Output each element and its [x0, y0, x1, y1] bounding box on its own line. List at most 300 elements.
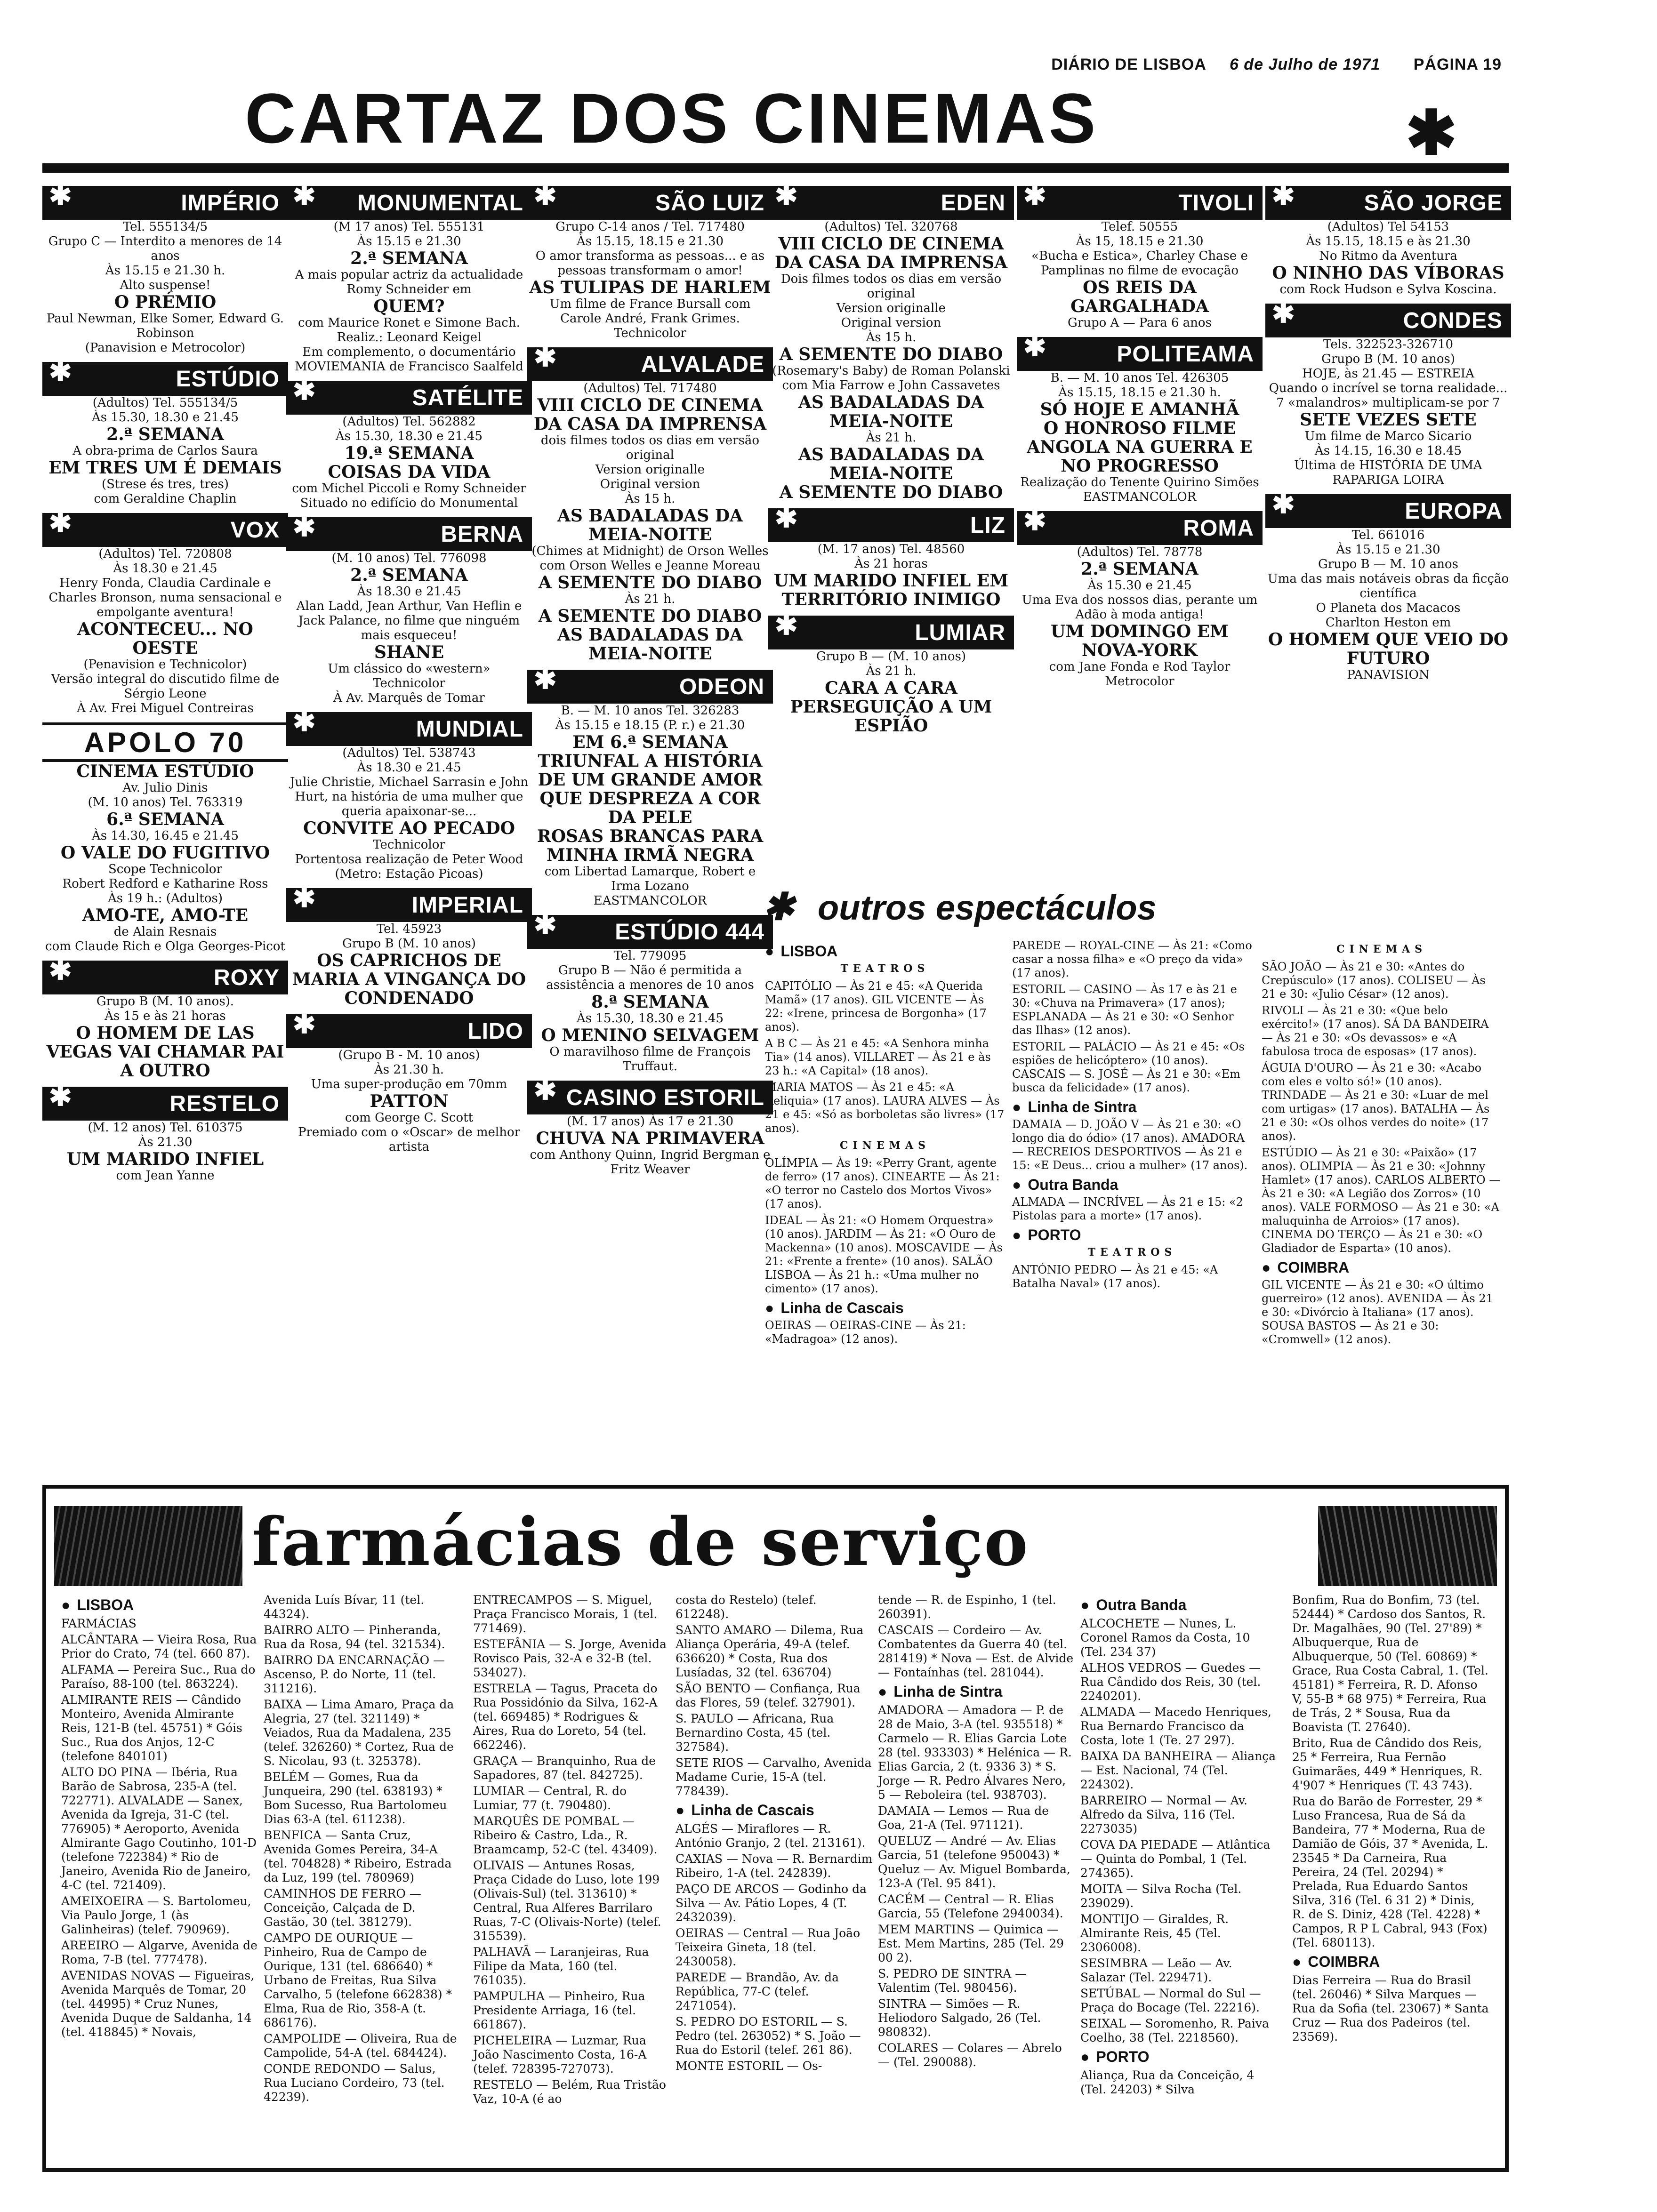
- outros-column-1: [765, 939, 1005, 1349]
- listing-line: (Adultos) Tel. 720808: [98, 547, 232, 561]
- listing-line: Dois filmes todos os dias em versão original: [780, 272, 1002, 301]
- film-title: 2.ª SEMANA: [350, 248, 468, 268]
- listing-line: Grupo B (M. 10 anos): [1321, 352, 1455, 366]
- cinema-listing: [1017, 180, 1263, 330]
- outros-heading: [763, 885, 1511, 928]
- listing-text: PALHAVÃ — Laranjeiras, Rua Filipe da Mata, 160 (tel. 761035).: [473, 1945, 649, 1987]
- star-icon: ✱: [534, 909, 557, 940]
- cinema-name: VOX: [230, 517, 280, 543]
- film-title: A SEMENTE DO DIABO: [779, 482, 1003, 502]
- film-title: CONVITE AO PECADO: [303, 818, 515, 838]
- listing-line: Romy Schneider em: [346, 282, 472, 297]
- listing-text: ALFAMA — Pereira Suc., Rua do Paraíso, 88-100 (tel. 863224).: [61, 1663, 256, 1691]
- listing-text: ESTRELA — Tagus, Praceta do Rua Possidónio da Silva, 162-A (tel. 669485) * Rodrigues & Aires, Rua do Loreto, 54 (tel. 662246).: [473, 1682, 658, 1752]
- cinema-name-bar: [42, 356, 288, 396]
- listing-line: A obra-prima de Carlos Saura: [72, 444, 258, 458]
- listing-line: Tel. 45923: [376, 922, 442, 936]
- cinema-listing: [1017, 331, 1263, 505]
- cinema-column: [1265, 180, 1511, 689]
- listing-line: Av. Julio Dinis: [122, 781, 208, 795]
- listing-line: Alan Ladd, Jean Arthur, Van Heflin e Jack Palance, no filme que ninguém mais esqueceu!: [296, 599, 522, 642]
- cinema-name: ESTÚDIO 444: [615, 919, 764, 945]
- listing-text: CAMPO DE OURIQUE — Pinheiro, Rua de Campo de Ourique, 131 (tel. 686640) * Urbano de Freitas, Rua Silva Carvalho, 5 (telefone 662838) * Elma, Rua de Rio, 358-A (t. 686176).: [264, 1931, 452, 2029]
- listing-text: SETÚBAL — Normal do Sul — Praça do Bocage (Tel. 22216).: [1080, 1987, 1261, 2014]
- listing-line: Às 14.15, 16.30 e 18.45: [1314, 444, 1462, 458]
- star-icon: ✱: [49, 955, 72, 986]
- cinema-listing: [286, 512, 532, 705]
- listing-line: Tel. 555134/5: [122, 220, 208, 234]
- listing-line: com Jane Fonda e Rod Taylor: [1049, 660, 1231, 674]
- cinema-name: ROXY: [213, 965, 280, 990]
- film-title: UM MARIDO INFIEL EM TERRITÓRIO INIMIGO: [773, 571, 1009, 609]
- listing-line: Paul Newman, Elke Somer, Edward G. Robinson: [46, 312, 284, 340]
- listing-line: EASTMANCOLOR: [1083, 490, 1197, 504]
- listing-line: HOJE, às 21.45 — ESTREIA: [1302, 367, 1474, 381]
- cinema-name-bar: [768, 180, 1014, 220]
- star-icon: ✱: [49, 1081, 72, 1112]
- film-title: AS TULIPAS DE HARLEM: [529, 278, 771, 297]
- masthead-title: CARTAZ DOS CINEMAS: [245, 79, 1099, 158]
- film-title: 2.ª SEMANA: [350, 565, 468, 585]
- listing-line: Version originalle: [836, 301, 946, 315]
- listing-line: (Adultos) Tel. 555134/5: [92, 396, 238, 410]
- section-heading: ● Linha de Cascais: [765, 1301, 1005, 1315]
- cinema-listing: [527, 664, 773, 908]
- listing-line: Situado no edifício do Monumental: [300, 496, 518, 510]
- listing-text: COLARES — Colares — Abrelo — (Tel. 290088).: [878, 2041, 1062, 2069]
- cinema-column: [1017, 180, 1263, 696]
- film-title: AS BADALADAS DA MEIA-NOITE: [557, 625, 743, 664]
- listing-line: Original version: [841, 316, 941, 330]
- cinema-listing: [286, 1009, 532, 1154]
- listing-line: Uma Eva dos nossos dias, perante um Adão à moda antiga!: [1022, 593, 1258, 622]
- listing-line: Versão integral do discutido filme de Sérgio Leone: [51, 672, 280, 701]
- listing-line: Original version: [600, 477, 700, 491]
- farmacias-column: [473, 1593, 671, 2108]
- listing-text: CAPITÓLIO — Às 21 e 45: «A Querida Mamã» (17 anos). GIL VICENTE — Às 22: «Irene, princesa de Borgonha» (17 anos).: [765, 979, 987, 1034]
- cinema-listing: [1265, 489, 1511, 682]
- cinema-name-bar: [1265, 489, 1511, 528]
- star-icon: ✱: [775, 180, 798, 211]
- listing-text: ALTO DO PINA — Ibéria, Rua Barão de Sabrosa, 235-A (tel. 722771). ALVALADE — Sanex, Avenida da Igreja, 31-C (tel. 776905) * Aeroporto, Avenida Almirante Gago Coutinho, 101-D (telefone 722384) * Rio de Janeiro, Avenida Rio de Janeiro, 4-C (tel. 721409).: [61, 1765, 257, 1892]
- listing-line: (Adultos) Tel 54153: [1327, 220, 1449, 234]
- cinema-name-bar: [768, 503, 1014, 542]
- listing-line: com Anthony Quinn, Ingrid Bergman e Fritz Weaver: [530, 1148, 771, 1177]
- listing-text: MONTE ESTORIL — Os-: [676, 2059, 822, 2073]
- cinema-name: CASINO ESTORIL: [566, 1085, 764, 1110]
- cinema-name: IMPÉRIO: [181, 190, 280, 216]
- listing-text: AMEIXOEIRA — S. Bartolomeu, Via Paulo Jorge, 1 (às Galinheiras) (telef. 790969).: [61, 1894, 251, 1936]
- film-title: VIII CICLO DE CINEMA DA CASA DA IMPRENSA: [533, 395, 767, 434]
- star-icon: ✱: [293, 512, 316, 542]
- listing-line: Às 15 e às 21 horas: [105, 1009, 226, 1023]
- listing-text: MONTIJO — Giraldes, R. Almirante Reis, 45 (Tel. 2306008).: [1080, 1912, 1229, 1954]
- listing-line: com Claude Rich e Olga Georges-Picot: [45, 939, 285, 954]
- subsection-heading: CINEMAS: [1336, 943, 1427, 955]
- listing-line: Às 21.30 h.: [374, 1063, 444, 1077]
- cinema-name-bar: [527, 1075, 773, 1114]
- listing-text: COVA DA PIEDADE — Atlântica — Quinta do Pombal, 1 (Tel. 274365).: [1080, 1838, 1271, 1880]
- film-title: O VALE DO FUGITIVO: [60, 843, 270, 863]
- listing-line: Version originalle: [595, 463, 705, 477]
- listing-line: Às 15.30, 18.30 e 21.45: [335, 429, 483, 443]
- section-heading: ● Linha de Sintra: [878, 1684, 1076, 1699]
- listing-line: (M. 17 anos) Tel. 48560: [817, 542, 965, 556]
- listing-text: CAMPOLIDE — Oliveira, Rua de Campolide, 54-A (tel. 684424).: [264, 2032, 457, 2060]
- listing-text: RIVOLI — Às 21 e 30: «Que belo exército!» (17 anos). SÁ DA BANDEIRA — Às 21 e 30: «Os devassos» e «A fabulosa troca de esposas» (17 anos).: [1262, 1004, 1489, 1058]
- listing-line: Tel. 661016: [1351, 528, 1425, 542]
- cinema-name: SÃO LUIZ: [655, 190, 764, 216]
- listing-text: CASCAIS — Cordeiro — Av. Combatentes da Guerra 40 (tel. 281419) * Nova — Est. de Alvide — Fontaínhas (tel. 281044).: [878, 1623, 1074, 1679]
- cinema-listing: [1265, 298, 1511, 488]
- star-icon: ✱: [534, 664, 557, 695]
- listing-line: (Adultos) Tel. 320768: [824, 220, 958, 234]
- listing-text: ALHOS VEDROS — Guedes — Rua Cândido dos Reis, 30 (tel. 2240201).: [1080, 1661, 1261, 1703]
- cinema-name: IMPERIAL: [411, 892, 523, 918]
- listing-text: AVENIDAS NOVAS — Figueiras, Avenida Marquês de Tomar, 20 (tel. 44995) * Cruz Nunes, Avenida Duque de Saldanha, 14 (tel. 418845) * Novais,: [61, 1969, 255, 2039]
- listing-text: ALMADA — INCRÍVEL — Às 21 e 15: «2 Pistolas para a morte» (17 anos).: [1012, 1195, 1243, 1222]
- listing-text: DAMAIA — D. JOÃO V — Às 21 e 30: «O longo dia do ódio» (17 anos). AMADORA — RECREIOS DESPORTIVOS — Às 21 e 15: «E Deus... criou a mulher» (17 anos).: [1012, 1118, 1248, 1172]
- page-header: [1051, 56, 1502, 74]
- outros-title: outros espectáculos: [818, 888, 1157, 927]
- cinema-name-bar: [527, 664, 773, 704]
- cinema-name: SATÉLITE: [412, 385, 523, 410]
- listing-text: PAÇO DE ARCOS — Godinho da Silva — Av. Pátio Lopes, 4 (T. 2432039).: [676, 1882, 867, 1924]
- listing-text: ESTORIL — PALÁCIO — Às 21 e 45: «Os espiões de helicóptero» (10 anos). CASCAIS — S. JOSÉ — Às 21 e 30: «Em busca da felicidade» (17 anos).: [1012, 1040, 1245, 1094]
- star-icon: ✱: [534, 342, 557, 372]
- listing-line: No Ritmo da Aventura: [1319, 249, 1457, 263]
- farmacias-column: [264, 1593, 461, 2106]
- cinema-name-bar: [1017, 505, 1263, 545]
- listing-text: ALMADA — Macedo Henriques, Rua Bernardo Francisco da Costa, lote 1 (Te. 27 297).: [1080, 1705, 1271, 1747]
- listing-text: SANTO AMARO — Dilema, Rua Aliança Operária, 49-A (telef. 636620) * Costa, Rua dos Lusíadas, 32 (tel. 636704): [676, 1623, 864, 1679]
- listing-text: Rua do Barão de Forrester, 29 * Luso Francesa, Rua de Sá da Bandeira, 77 * Moderna, Rua de Damião de Góis, 37 * Avenida, L. 23545 * Da Carneira, Rua Pereira, 24 (Tel. 20294) * Prelada, Rua Eduardo Santos Silva, 316 (Tel. 6 31 2) * Dinis, R. de S. Diniz, 428 (Tel. 4228) * Campos, R P L Cabral, 943 (Fox) (Tel. 680113).: [1292, 1795, 1488, 1949]
- film-title: QUEM?: [373, 297, 445, 316]
- section-heading: ● Linha de Sintra: [1012, 1100, 1252, 1114]
- cinema-name: RESTELO: [169, 1091, 280, 1116]
- film-title: UM DOMINGO EM NOVA-YORK: [1051, 622, 1229, 660]
- section-heading: ● LISBOA: [61, 1598, 259, 1612]
- listing-text: GIL VICENTE — Às 21 e 30: «O último guerreiro» (12 anos). AVENIDA — Às 21 e 30: «Divórcio à Italiana» (17 anos). SOUSA BASTOS — Às 21 e 30: «Cromwell» (12 anos).: [1262, 1278, 1493, 1346]
- listing-text: costa do Restelo) (telef. 612248).: [676, 1593, 817, 1621]
- listing-line: (Metro: Estação Picoas): [335, 867, 483, 881]
- listing-text: ALCÂNTARA — Vieira Rosa, Rua Prior do Crato, 74 (tel. 660 87).: [61, 1633, 257, 1660]
- listing-text: BARREIRO — Normal — Av. Alfredo da Silva, 116 (Tel. 2273035): [1080, 1794, 1247, 1835]
- film-title: O HOMEM DE LAS VEGAS VAI CHAMAR PAI A OUTRO: [46, 1023, 284, 1081]
- cinema-name: SÃO JORGE: [1364, 190, 1503, 216]
- listing-line: Tel. 779095: [613, 949, 687, 963]
- star-icon: ✱: [293, 706, 316, 737]
- cinema-name: TIVOLI: [1178, 190, 1254, 216]
- listing-text: OEIRAS — OEIRAS-CINE — Às 21: «Madragoa» (12 anos).: [765, 1319, 966, 1346]
- cinema-listing: [42, 1081, 288, 1183]
- cinema-name-bar: [286, 1009, 532, 1048]
- listing-line: Às 19 h.: (Adultos): [108, 891, 223, 906]
- listing-text: CAMINHOS DE FERRO — Conceição, Calçada de D. Gastão, 30 (tel. 381279).: [264, 1887, 421, 1929]
- star-icon: ✱: [49, 356, 72, 387]
- listing-line: Às 18.30 e 21.45: [357, 585, 461, 599]
- listing-line: com Maurice Ronet e Simone Bach. Realiz.: Leonard Keigel: [298, 316, 520, 345]
- cinema-name: LUMIAR: [915, 620, 1005, 645]
- listing-line: Às 15, 18.15 e 21.30: [1076, 234, 1204, 248]
- film-title: VIII CICLO DE CINEMA DA CASA DA IMPRENSA: [774, 234, 1008, 272]
- cinema-listing: [286, 180, 532, 374]
- listing-text: ESTORIL — CASINO — Às 17 e às 21 e 30: «Chuva na Primavera» (17 anos); ESPLANADA — Às 21 e 30: «O Senhor das Ilhas» (12 anos).: [1012, 983, 1237, 1037]
- film-title: 8.ª SEMANA: [591, 992, 709, 1012]
- cinema-name: ROMA: [1183, 515, 1254, 541]
- film-title: OS CAPRICHOS DE MARIA A VINGANÇA DO CONDENADO: [292, 951, 526, 1008]
- listing-line: Às 15.30, 18.30 e 21.45: [576, 1011, 724, 1026]
- listing-text: BAIRRO DA ENCARNAÇÃO — Ascenso, P. do Norte, 11 (tel. 311216).: [264, 1653, 445, 1695]
- cinema-listing: [42, 356, 288, 506]
- subsection-heading: CINEMAS: [840, 1139, 930, 1152]
- decorative-banner: [1318, 1506, 1497, 1586]
- listing-line: Grupo B — (M. 10 anos): [816, 649, 966, 664]
- film-title: O MENINO SELVAGEM: [541, 1026, 759, 1045]
- listing-line: Às 21 h.: [866, 431, 917, 445]
- film-title: O PRÉMIO: [114, 292, 217, 312]
- cinema-name-bar: [286, 512, 532, 551]
- film-title: CHUVA NA PRIMAVERA: [536, 1129, 764, 1148]
- issue-date: 6 de Julho de 1971: [1229, 56, 1381, 73]
- star-icon: ✱: [1272, 180, 1295, 211]
- listing-line: Scope Technicolor: [108, 862, 222, 876]
- star-icon: ✱: [49, 180, 72, 211]
- listing-text: IDEAL — Às 21: «O Homem Orquestra» (10 anos). JARDIM — Às 21: «O Ouro de Mackenna» (10 anos). MOSCAVIDE — Às 21: «Frente a frente» (10 anos). SALÃO LISBOA — Às 21 h.: «Uma mulher no cimento» (17 anos).: [765, 1214, 1003, 1295]
- listing-line: Uma super-produção em 70mm: [311, 1077, 507, 1091]
- listing-text: A B C — Às 21 e 45: «A Senhora minha Tia» (14 anos). VILLARET — Às 21 e às 23 h.: «A Capital» (18 anos).: [765, 1037, 991, 1077]
- listing-line: Grupo B (M. 10 anos): [342, 937, 476, 951]
- listing-text: GRAÇA — Branquinho, Rua de Sapadores, 87 (tel. 842725).: [473, 1754, 656, 1782]
- listing-line: À Av. Marquês de Tomar: [333, 691, 485, 705]
- listing-text: SEIXAL — Soromenho, R. Paiva Coelho, 38 (Tel. 2218560).: [1080, 2017, 1269, 2044]
- cinema-name-bar: [527, 342, 773, 381]
- listing-line: O Planeta dos Macacos: [1316, 601, 1461, 615]
- listing-line: Charlton Heston em: [1325, 616, 1451, 630]
- cinema-column: [286, 180, 532, 1161]
- listing-line: Technicolor: [373, 838, 445, 852]
- star-icon: ✱: [1272, 298, 1295, 329]
- listing-text: BAIRRO ALTO — Pinheranda, Rua da Rosa, 94 (tel. 321534).: [264, 1623, 445, 1651]
- listing-line: «Bucha e Estica», Charley Chase e Pamplinas no filme de evocação: [1031, 249, 1248, 278]
- cinema-name-bar: [527, 909, 773, 949]
- film-title: SETE VEZES SETE: [1300, 410, 1477, 430]
- film-title: UM MARIDO INFIEL: [66, 1149, 264, 1169]
- listing-line: Às 18.30 e 21.45: [357, 761, 461, 775]
- cinema-listing: [42, 722, 288, 954]
- listing-line: Às 15.15, 18.15 e 21.30 h.: [1058, 385, 1221, 400]
- cinema-listing: [286, 375, 532, 511]
- listing-line: (M. 12 anos) Tel. 610375: [88, 1121, 243, 1135]
- cinema-name-bar: [42, 507, 288, 547]
- listing-line: Robert Redford e Katharine Ross: [62, 877, 268, 891]
- listing-text: Bonfim, Rua do Bonfim, 73 (tel. 52444) * Cardoso dos Santos, R. Dr. Magalhães, 90 (Tel. 27'89) * Albuquerque, Rua de Albuquerque, 50 (Tel. 60869) * Grace, Rua Costa Cabral, 1. (Tel. 45181) * Ferreira, R. D. Afonso V, 55-B * 68 975) * Ferreira, Rua de Trás, 2 * Sousa, Rua da Boavista (T. 27640).: [1292, 1593, 1489, 1734]
- listing-line: Às 15 h.: [866, 330, 917, 345]
- masthead: [42, 79, 1509, 181]
- listing-text: Avenida Luís Bívar, 11 (tel. 44324).: [264, 1593, 425, 1621]
- film-title: CINEMA ESTÚDIO: [76, 761, 254, 781]
- star-icon: ✱: [293, 1009, 316, 1039]
- listing-line: Às 18.30 e 21.45: [113, 561, 217, 576]
- listing-text: LUMIAR — Central, R. do Lumiar, 77 (t. 790480).: [473, 1784, 627, 1812]
- section-heading: ● Outra Banda: [1012, 1178, 1252, 1192]
- cinema-name-bar: [42, 1081, 288, 1121]
- section-heading: ● LISBOA: [765, 945, 1005, 958]
- listing-line: (Penavision e Technicolor): [83, 657, 247, 672]
- listing-line: Às 15.30 e 21.45: [1087, 578, 1192, 593]
- listing-text: AMADORA — Amadora — P. de 28 de Maio, 3-A (tel. 935518) * Carmelo — R. Elias Garcia Lote 28 (tel. 933303) * Helénica — R. Elias Garcia, 2 (t. 9336 3) * S. Jorge — R. Pedro Álvares Nero, 5 — Reboleira (tel. 938703).: [878, 1703, 1072, 1802]
- section-heading: ● COIMBRA: [1262, 1261, 1502, 1274]
- film-title: 2.ª SEMANA: [1081, 559, 1199, 579]
- listing-text: Dias Ferreira — Rua do Brasil (tel. 26046) * Silva Marques — Rua da Sofia (tel. 23067) * Santa Cruz — Rua dos Padeiros (tel. 23569).: [1292, 1973, 1489, 2044]
- cinema-name-bar: [1265, 298, 1511, 337]
- listing-line: com Jean Yanne: [116, 1169, 215, 1183]
- listing-line: (M. 10 anos) Tel. 763319: [88, 795, 243, 809]
- film-title: 2.ª SEMANA: [106, 425, 224, 444]
- film-title: O HONROSO FILME: [1043, 418, 1236, 438]
- cinema-name-bar: [1017, 180, 1263, 220]
- listing-text: ANTÓNIO PEDRO — Às 21 e 45: «A Batalha Naval» (17 anos).: [1012, 1263, 1218, 1290]
- listing-line: Às 21 horas: [854, 557, 928, 571]
- film-title: A SEMENTE DO DIABO: [779, 345, 1003, 364]
- listing-line: B. — M. 10 anos Tel. 326283: [561, 704, 740, 718]
- listing-text: SESIMBRA — Leão — Av. Salazar (Tel. 229471).: [1080, 1956, 1232, 1984]
- film-title: ROSAS BRANCAS PARA MINHA IRMÃ NEGRA: [537, 826, 764, 865]
- cinema-column: [768, 180, 1014, 742]
- cinema-name: MUNDIAL: [416, 716, 523, 742]
- cinema-name-bar: [768, 610, 1014, 649]
- film-title: AS BADALADAS DA MEIA-NOITE: [798, 445, 984, 483]
- farmacias-heading: [54, 1506, 1497, 1586]
- listing-line: Última de HISTÓRIA DE UMA RAPARIGA LOIRA: [1294, 458, 1482, 487]
- star-icon: ✱: [763, 886, 795, 928]
- cinema-name-bar: [286, 180, 532, 220]
- cinema-name-bar: [286, 882, 532, 922]
- listing-line: Grupo B (M. 10 anos).: [96, 994, 234, 1009]
- star-icon: ✱: [775, 610, 798, 641]
- listing-line: Portentosa realização de Peter Wood: [295, 852, 523, 866]
- film-title: SHANE: [374, 642, 444, 662]
- listing-line: Grupo C-14 anos / Tel. 717480: [555, 220, 745, 234]
- listing-text: ALMIRANTE REIS — Cândido Monteiro, Avenida Almirante Reis, 121-B (tel. 45751) * Góis Suc., Rua dos Anjos, 12-C (telefone 840101): [61, 1693, 242, 1763]
- listing-line: Premiado com o «Oscar» de melhor artista: [298, 1125, 521, 1154]
- star-icon: ✱: [534, 1075, 557, 1106]
- film-title: EM TRES UM É DEMAIS: [48, 458, 282, 478]
- listing-line: (Adultos) Tel. 78778: [1077, 545, 1203, 559]
- listing-text: ENTRECAMPOS — S. Miguel, Praça Francisco Morais, 1 (tel. 771469).: [473, 1593, 658, 1635]
- listing-line: Grupo A — Para 6 anos: [1068, 316, 1212, 330]
- listing-line: dois filmes todos os dias em versão original: [540, 433, 760, 462]
- cinema-listing: [527, 180, 773, 341]
- subsection-heading: TEATROS: [840, 962, 930, 975]
- cinema-listing: [768, 180, 1014, 502]
- listing-line: Às 15 h.: [625, 492, 676, 506]
- cinema-name-bar: [1017, 331, 1263, 371]
- film-title: O NINHO DAS VÍBORAS: [1272, 263, 1504, 283]
- cinema-listing: [42, 180, 288, 355]
- listing-text: CAXIAS — Nova — R. Bernardim Ribeiro, 1-A (tel. 242839).: [676, 1852, 873, 1880]
- farmacias-column: [676, 1593, 873, 2075]
- film-title: 6.ª SEMANA: [106, 809, 224, 829]
- film-title: A SEMENTE DO DIABO: [538, 573, 762, 593]
- cinema-name: EDEN: [941, 190, 1005, 216]
- section-heading: ● Linha de Cascais: [676, 1803, 873, 1817]
- listing-text: CONDE REDONDO — Salus, Rua Luciano Cordeiro, 73 (tel. 42239).: [264, 2062, 445, 2104]
- film-title: EM 6.ª SEMANA TRIUNFAL A HISTÓRIA DE UM GRANDE AMOR QUE DESPREZA A COR DA PELE: [538, 732, 763, 827]
- listing-text: ESTÚDIO — Às 21 e 30: «Paixão» (17 anos). OLIMPIA — Às 21 e 30: «Johnny Hamlet» (17 anos). CARLOS ALBERTO — Às 21 e 30: «A Legião dos Zorros» (10 anos). VALE FORMOSO — Às 21 e 30: «A maluquinha de Arroios» (17 anos). CINEMA DO TERÇO — Às 21 e 30: «O Gladiador de Esparta» (10 anos).: [1262, 1146, 1501, 1255]
- listing-text: CACÉM — Central — R. Elias Garcia, 55 (Telefone 2940034).: [878, 1892, 1063, 1920]
- paper-name: DIÁRIO DE LISBOA: [1051, 56, 1206, 73]
- cinema-name: ESTÚDIO: [176, 366, 280, 392]
- cinema-name-bar: [42, 180, 288, 220]
- listing-text: PAREDE — Brandão, Av. da República, 77-C (telef. 2471054).: [676, 1971, 839, 2012]
- masthead-rule: [42, 163, 1509, 173]
- listing-text: OEIRAS — Central — Rua João Teixeira Gineta, 18 (tel. 2430058).: [676, 1926, 861, 1968]
- listing-text: BAIXA — Lima Amaro, Praça da Alegria, 27 (tel. 321149) * Veiados, Rua da Madalena, 235 (telef. 326260) * Cortez, Rua de S. Nicolau, 93 (t. 325378).: [264, 1698, 454, 1768]
- farmacias-column: [1292, 1593, 1490, 2046]
- cinema-name: LIDO: [467, 1018, 523, 1044]
- listing-line: À Av. Frei Miguel Contreiras: [77, 701, 254, 715]
- listing-line: (Adultos) Tel. 717480: [583, 381, 717, 395]
- listing-text: PICHELEIRA — Luzmar, Rua João Nascimento Costa, 16-A (telef. 728395-727073).: [473, 2034, 647, 2076]
- film-title: ACONTECEU... NO OESTE: [77, 619, 253, 658]
- star-icon: ✱: [293, 882, 316, 913]
- listing-text: MARQUÊS DE POMBAL — Ribeiro & Castro, Lda., R. Braamcamp, 52-C (tel. 43409).: [473, 1814, 658, 1856]
- listing-line: (Panavision e Metrocolor): [85, 341, 246, 355]
- listing-text: ESTEFÂNIA — S. Jorge, Avenida Rovisco Pais, 32-A e 32-B (tel. 534027).: [473, 1637, 667, 1679]
- decorative-banner: [54, 1506, 242, 1586]
- listing-line: (M 17 anos) Tel. 555131: [333, 220, 485, 234]
- listing-text: BENFICA — Santa Cruz, Avenida Gomes Pereira, 34-A (tel. 704828) * Ribeiro, Estrada da Luz, 199 (tel. 780969): [264, 1828, 452, 1884]
- listing-line: Às 15.15 e 21.30: [1336, 543, 1440, 557]
- listing-line: Grupo C — Interdito a menores de 14 anos: [48, 234, 282, 263]
- cinema-listing: [42, 507, 288, 716]
- cinema-listing: [768, 610, 1014, 736]
- listing-line: Um filme de Marco Sicario: [1304, 429, 1472, 443]
- star-icon: ✱: [1272, 489, 1295, 519]
- outros-column-3: [1262, 939, 1502, 1349]
- listing-line: (Adultos) Tel. 538743: [342, 746, 476, 760]
- listing-text: RESTELO — Belém, Rua Tristão Vaz, 10-A (é ao: [473, 2078, 666, 2106]
- listing-line: Em complemento, o documentário MOVIEMANIA de Francisco Saalfeld: [295, 345, 523, 374]
- listing-line: PANAVISION: [1347, 668, 1430, 682]
- film-title: A SEMENTE DO DIABO: [538, 606, 762, 626]
- listing-text: ALGÉS — Miraflores — R. António Granjo, 2 (tel. 213161).: [676, 1822, 866, 1850]
- listing-line: Um filme de France Bursall com Carole André, Frank Grimes. Technicolor: [549, 297, 751, 340]
- listing-line: Às 15.15, 18.15 e às 21.30: [1306, 234, 1471, 248]
- cinema-listing: [1265, 180, 1511, 297]
- listing-line: (Adultos) Tel. 562882: [342, 415, 476, 429]
- cinema-listing: [42, 955, 288, 1081]
- star-icon: ✱: [534, 180, 557, 211]
- listing-text: BELÉM — Gomes, Rua da Junqueira, 290 (tel. 638193) * Bom Sucesso, Rua Bartolomeu Dias 63-A (tel. 611238).: [264, 1770, 447, 1826]
- listing-text: OLÍMPIA — Às 19: «Perry Grant, agente de ferro» (17 anos). CINEARTE — Às 21: «O terror no Castelo dos Mortos Vivos» (17 anos).: [765, 1156, 1000, 1210]
- cinema-name-bar: [42, 955, 288, 994]
- listing-line: Grupo B — M. 10 anos: [1318, 557, 1458, 571]
- listing-text: S. PEDRO DE SINTRA — Valentim (Tel. 980456).: [878, 1967, 1027, 1995]
- listing-line: (Strese és tres, tres): [101, 477, 229, 491]
- cinema-column: [42, 180, 288, 1190]
- cinema-name: BERNA: [441, 521, 523, 547]
- listing-line: Às 15.15 e 21.30: [357, 234, 461, 248]
- listing-text: tende — R. de Espinho, 1 (tel. 260391).: [878, 1593, 1056, 1621]
- listing-line: Tels. 322523-326710: [1323, 337, 1454, 352]
- listing-text: PAREDE — ROYAL-CINE — Às 21: «Como casar a nossa filha» e «O preço da vida» (17 anos).: [1012, 939, 1252, 979]
- cinema-listing: [768, 503, 1014, 609]
- listing-text: PAMPULHA — Pinheiro, Rua Presidente Arriaga, 16 (tel. 661867).: [473, 1989, 645, 2031]
- star-icon: ✱: [1023, 505, 1047, 536]
- film-title: O HOMEM QUE VEIO DO FUTURO: [1268, 630, 1509, 668]
